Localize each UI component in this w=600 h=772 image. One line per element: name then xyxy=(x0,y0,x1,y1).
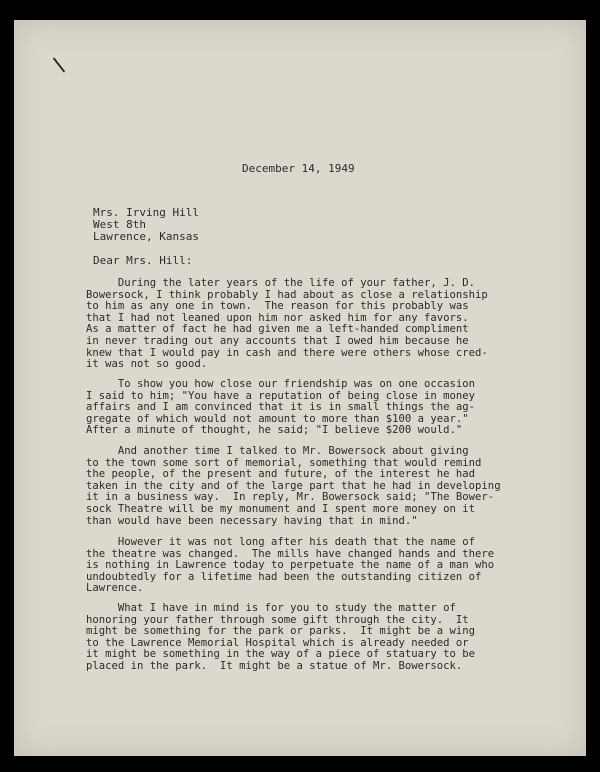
paragraph-line: to the town some sort of memorial, something that would remind xyxy=(86,456,482,469)
paragraph-line: placed in the park. It might be a statue of Mr. Bowersock. xyxy=(86,659,463,672)
paragraph-1 xyxy=(86,278,546,371)
pencil-mark xyxy=(53,57,66,72)
paragraph-line: During the later years of the life of your father, J. D. xyxy=(86,277,476,289)
paragraph-line: And another time I talked to Mr. Bowersock about giving xyxy=(86,445,469,457)
salutation: Dear Mrs. Hill: xyxy=(93,254,193,267)
paragraph-line: knew that I would pay in cash and there were others whose cred- xyxy=(86,346,488,359)
recipient-address xyxy=(93,207,199,242)
paragraph-line: To show you how close our friendship was on one occasion xyxy=(86,378,476,390)
paragraph-4 xyxy=(86,537,546,595)
paragraph-line: As a matter of fact he had given me a left-handed compliment xyxy=(86,323,469,336)
paragraph-line: the theatre was changed. The mills have changed hands and there xyxy=(86,547,495,560)
paragraph-line: it in a business way. In reply, Mr. Bowersock said; "The Bower- xyxy=(86,491,495,504)
paragraph-line: might be something for the park or parks. It might be a wing xyxy=(86,625,476,638)
paragraph-line: However it was not long after his death that the name of xyxy=(86,536,476,548)
paragraph-line: that I had not leaned upon him nor asked him for any favors. xyxy=(86,311,469,324)
paragraph-line: it was not so good. xyxy=(86,358,208,371)
paragraph-line: the people, of the present and future, of the interest he had xyxy=(86,468,476,481)
paragraph-line: sock Theatre will be my monument and I spent more money on it xyxy=(86,502,476,515)
paragraph-line: affairs and I am convinced that it is in small things the ag- xyxy=(86,401,476,414)
address-line-name: Mrs. Irving Hill xyxy=(93,206,199,219)
paragraph-3 xyxy=(86,446,546,527)
paragraph-line: honoring your father through some gift through the city. It xyxy=(86,613,469,626)
paragraph-5 xyxy=(86,603,546,673)
paragraph-2 xyxy=(86,379,546,437)
paragraph-line: in never trading out any accounts that I owed him because he xyxy=(86,334,469,347)
paragraph-line: than would have been necessary having that in mind." xyxy=(86,514,418,527)
paragraph-line: undoubtedly for a lifetime had been the outstanding citizen of xyxy=(86,570,482,583)
paragraph-line: it might be something in the way of a piece of statuary to be xyxy=(86,648,476,661)
paragraph-line: Bowersock, I think probably I had about as close a relationship xyxy=(86,288,488,301)
letter-date: December 14, 1949 xyxy=(242,162,355,175)
paragraph-line: Lawrence. xyxy=(86,582,144,595)
paragraph-line: to the Lawrence Memorial Hospital which is already needed or xyxy=(86,636,469,649)
paragraph-line: After a minute of thought, he said; "I believe $200 would." xyxy=(86,424,463,437)
paragraph-line: taken in the city and of the large part that he had in developing xyxy=(86,479,501,492)
paragraph-line: I said to him; "You have a reputation of being close in money xyxy=(86,389,476,402)
paragraph-line: gregate of which would not amount to more than $100 a year." xyxy=(86,412,469,425)
address-line-street: West 8th xyxy=(93,217,146,231)
address-line-city: Lawrence, Kansas xyxy=(93,229,199,243)
paragraph-line: What I have in mind is for you to study the matter of xyxy=(86,602,456,614)
paragraph-line: is nothing in Lawrence today to perpetuate the name of a man who xyxy=(86,559,495,572)
paragraph-line: to him as any one in town. The reason for this probably was xyxy=(86,300,469,313)
